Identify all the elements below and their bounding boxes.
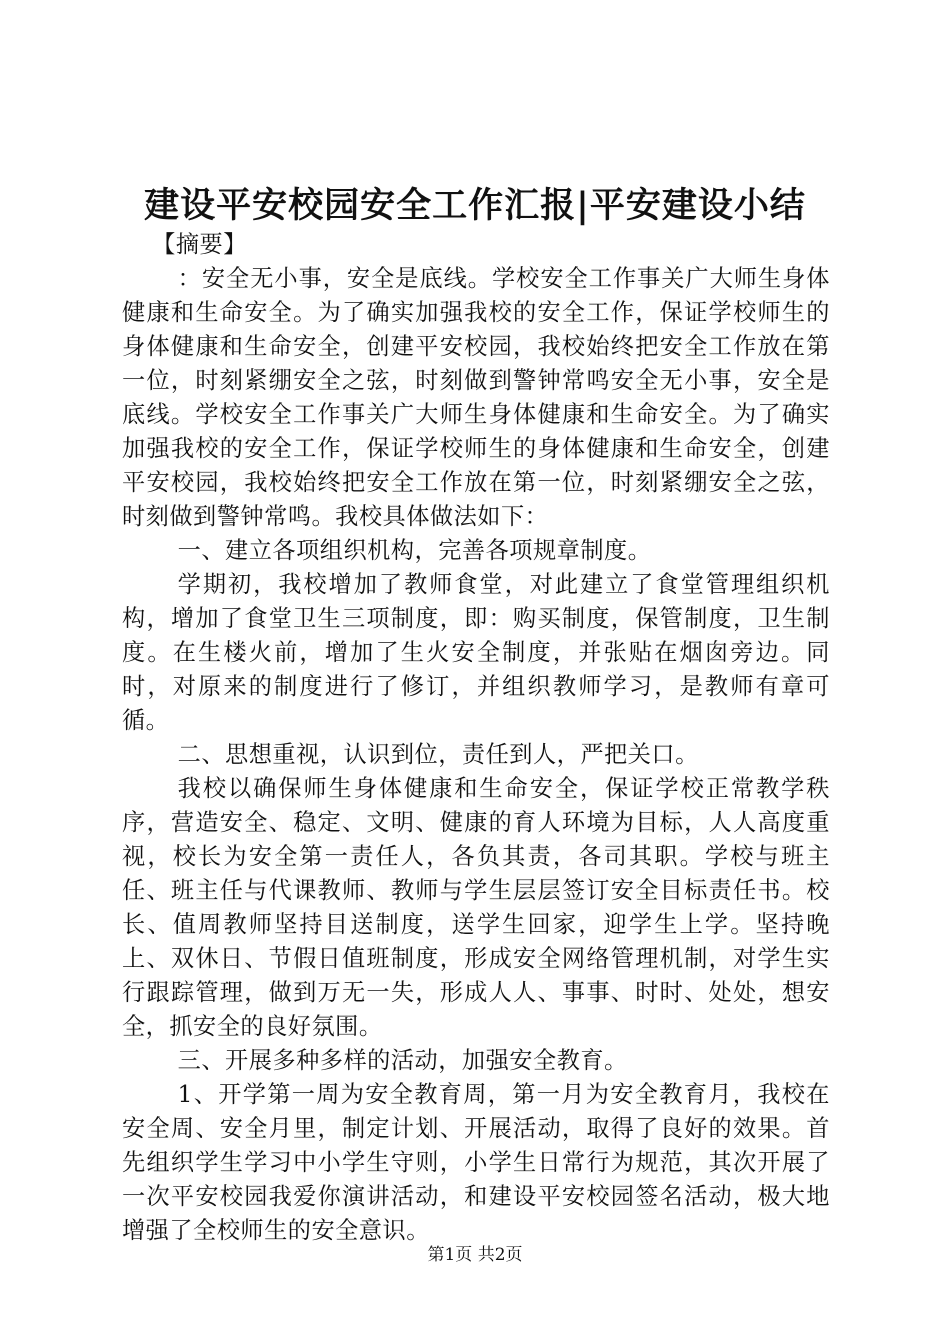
abstract-label: 【摘要】	[152, 231, 247, 258]
abstract-paragraph: ：安全无小事，安全是底线。学校安全工作事关广大师生身体健康和生命安全。为了确实加强我校的安全工作，保证学校师生的身体健康和生命安全，创建平安校园，我校始终把安全工作放在第一位，时刻紧绷安全之弦，时刻做到警钟常鸣安全无小事，安全是底线。学校安全工作事关广大师生身体健康和生命安全。为了确实加强我校的安全工作，保证学校师生的身体健康和生命安全，创建平安校园，我校始终把安全工作放在第一位，时刻紧绷安全之弦，时刻做到警钟常鸣。我校具体做法如下：	[122, 265, 830, 530]
section-heading-3: 三、开展多种多样的活动，加强安全教育。	[177, 1047, 628, 1074]
section-3-item-1: 1、开学第一周为安全教育周，第一月为安全教育月，我校在安全周、安全月里，制定计划、开展活动，取得了良好的效果。首先组织学生学习中小学生守则，小学生日常行为规范，其次开展了一次平安校园我爱你演讲活动，和建设平安校园签名活动，极大地增强了全校师生的安全意识。	[122, 1081, 830, 1244]
section-2-paragraph: 我校以确保师生身体健康和生命安全，保证学校正常教学秩序，营造安全、稳定、文明、健康的育人环境为目标，人人高度重视，校长为安全第一责任人，各负其责，各司其职。学校与班主任、班主任与代课教师、教师与学生层层签订安全目标责任书。校长、值周教师坚持目送制度，送学生回家，迎学生上学。坚持晚上、双休日、节假日值班制度，形成安全网络管理机制，对学生实行跟踪管理，做到万无一失，形成人人、事事、时时、处处，想安全，抓安全的良好氛围。	[122, 775, 830, 1040]
section-heading-2: 二、思想重视，认识到位，责任到人，严把关口。	[177, 741, 699, 768]
section-heading-1: 一、建立各项组织机构，完善各项规章制度。	[177, 537, 652, 564]
document-title: 建设平安校园安全工作汇报|平安建设小结	[144, 185, 806, 226]
page-footer: 第1页 共2页	[427, 1245, 523, 1265]
section-1-paragraph: 学期初，我校增加了教师食堂，对此建立了食堂管理组织机构，增加了食堂卫生三项制度，即：购买制度，保管制度，卫生制度。在生楼火前，增加了生火安全制度，并张贴在烟囱旁边。同时，对原来的制度进行了修订，并组织教师学习，是教师有章可循。	[122, 571, 830, 734]
document-body	[122, 228, 830, 1248]
